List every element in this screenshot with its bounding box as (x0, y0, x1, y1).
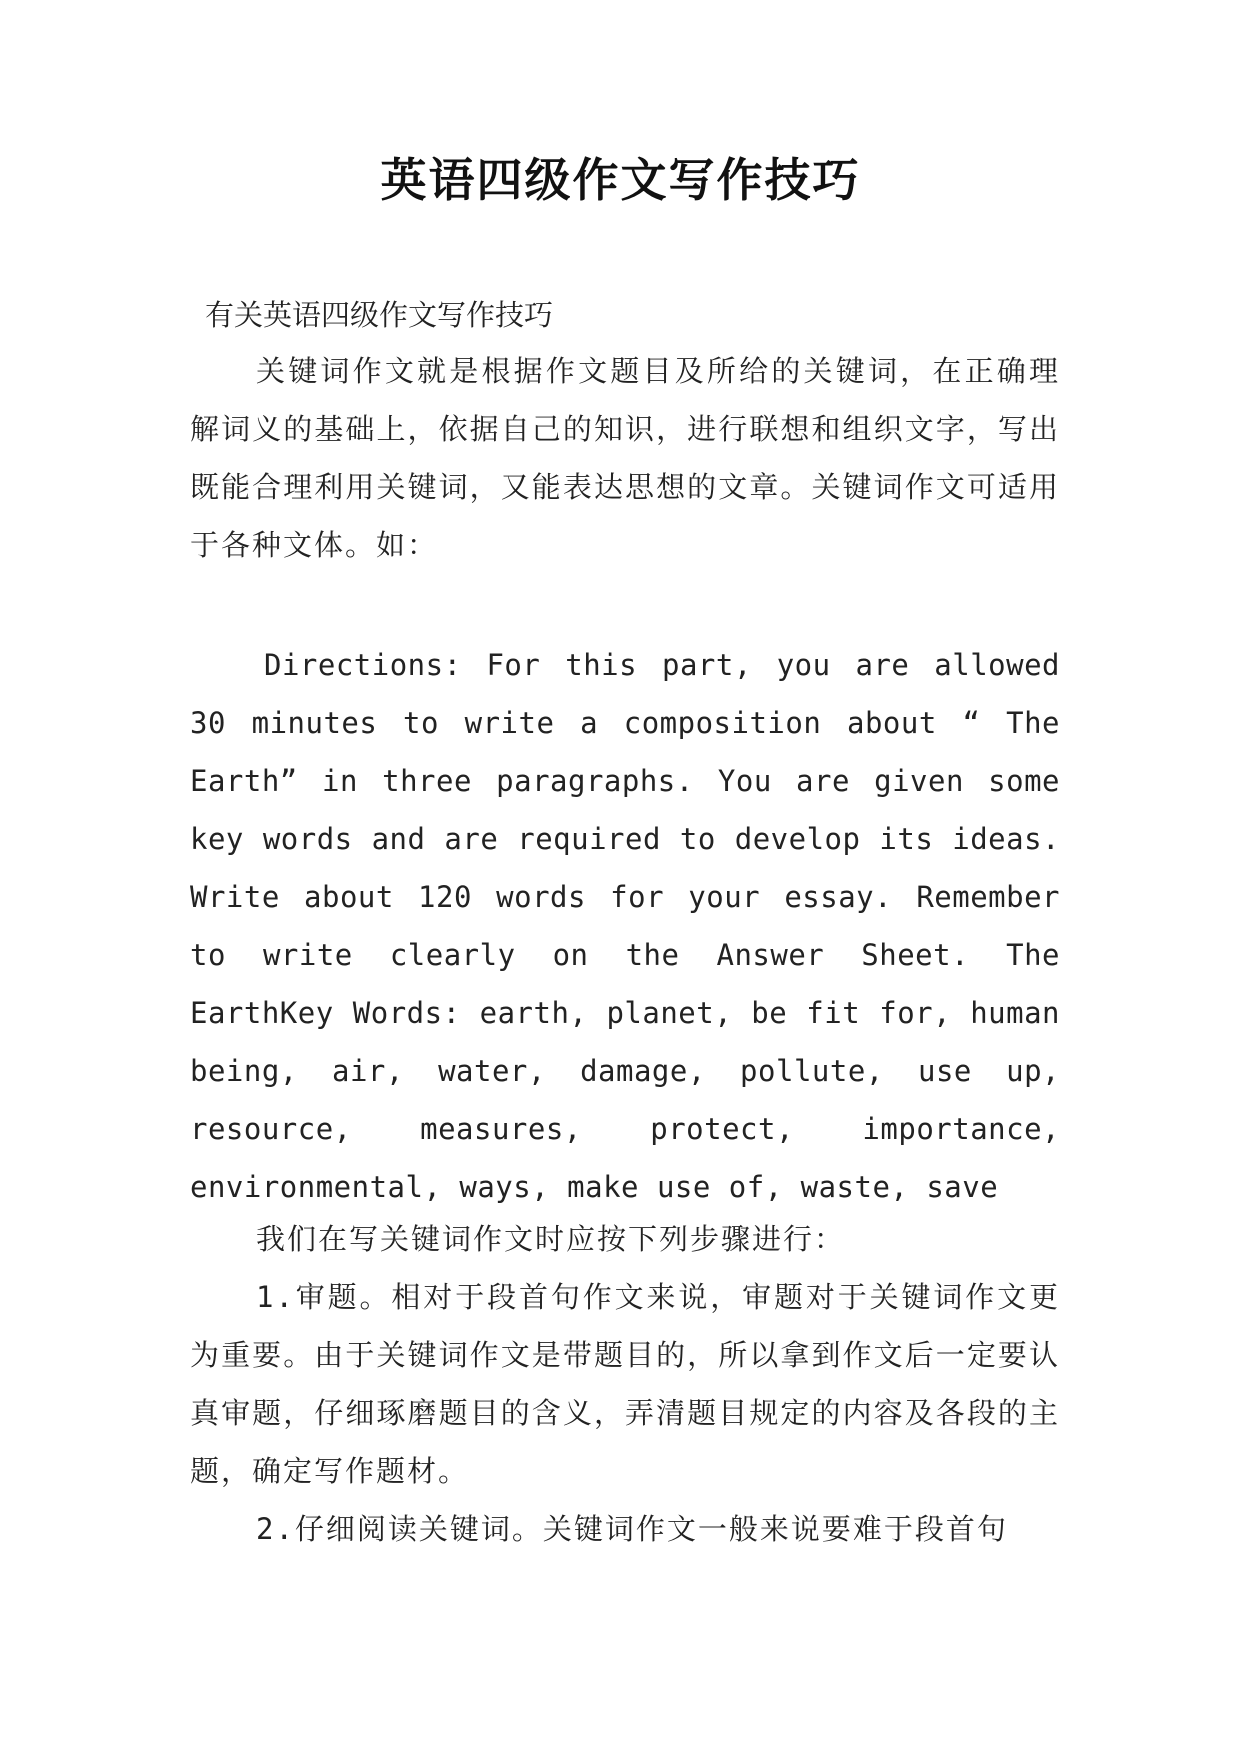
document-subtitle: 有关英语四级作文写作技巧 (205, 298, 554, 332)
document-title: 英语四级作文写作技巧 (380, 153, 861, 207)
paragraph-directions: Directions: For this part, you are allowed 30 minutes to write a composition about “ The Earth” in three paragraphs. You are given some key words and are required to develop its ideas. Write about 120 words for your essay. Remember to write clearly on the Answer Sheet. The EarthKey Words: earth, planet, be fit for, human being, air, water, damage, pollute, use up, resource, measures, protect, importance, environmental, ways, make use of, waste, save (190, 648, 1060, 1204)
paragraph-intro: 关键词作文就是根据作文题目及所给的关键词，在正确理解词义的基础上，依据自己的知识，进行联想和组织文字，写出既能合理利用关键词，又能表达思想的文章。关键词作文可适用于各种文体。如： (190, 354, 1060, 562)
paragraph-step-2: 2.仔细阅读关键词。关键词作文一般来说要难于段首句 (256, 1512, 1008, 1546)
paragraph-step-1: 1.审题。相对于段首句作文来说，审题对于关键词作文更为重要。由于关键词作文是带题目的，所以拿到作文后一定要认真审题，仔细琢磨题目的含义，弄清题目规定的内容及各段的主题，确定写作题材。 (190, 1280, 1060, 1488)
paragraph-steps-intro: 我们在写关键词作文时应按下列步骤进行： (256, 1222, 846, 1256)
